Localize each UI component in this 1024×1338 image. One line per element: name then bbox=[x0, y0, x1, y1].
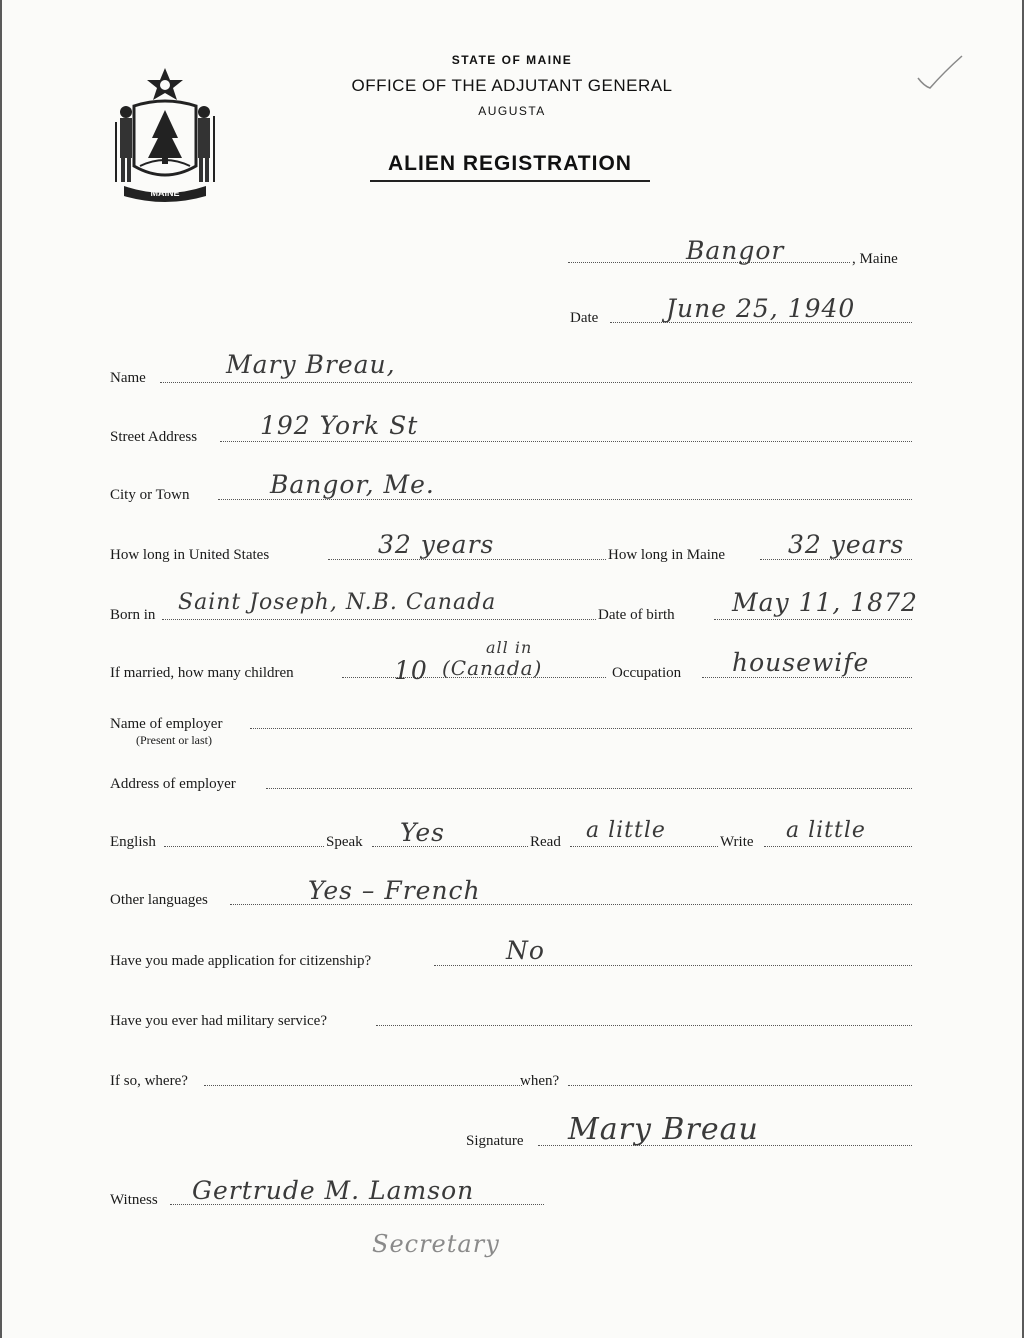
signature-label: Signature bbox=[466, 1133, 524, 1149]
english-line bbox=[164, 846, 324, 847]
how-long-us-label: How long in United States bbox=[110, 547, 270, 563]
occupation-value: housewife bbox=[732, 648, 870, 677]
when-line bbox=[568, 1085, 912, 1086]
citizenship-value: No bbox=[506, 936, 545, 965]
date-of-birth-value: May 11, 1872 bbox=[732, 588, 918, 617]
name-value: Mary Breau, bbox=[226, 350, 396, 379]
speak-line bbox=[372, 846, 528, 847]
how-long-maine-label: How long in Maine bbox=[608, 547, 726, 563]
employer-address-label: Address of employer bbox=[110, 776, 236, 792]
other-languages-value: Yes – French bbox=[308, 876, 481, 905]
date-label: Date bbox=[570, 310, 599, 326]
children-note-all-in: all in bbox=[486, 638, 533, 657]
street-address-value: 192 York St bbox=[260, 411, 419, 440]
date-of-birth-line bbox=[714, 619, 912, 620]
children-note-canada: (Canada) bbox=[442, 656, 543, 680]
children-value: 10 bbox=[394, 656, 428, 685]
other-languages-label: Other languages bbox=[110, 892, 208, 908]
signature-value: Mary Breau bbox=[568, 1112, 759, 1147]
witness-title-value: Secretary bbox=[372, 1230, 500, 1258]
citizenship-label: Have you made application for citizenship? bbox=[110, 953, 372, 969]
if-so-where-label: If so, where? bbox=[110, 1073, 188, 1089]
witness-label: Witness bbox=[110, 1192, 158, 1208]
read-value: a little bbox=[586, 818, 666, 843]
state-heading: STATE OF MAINE bbox=[451, 53, 573, 67]
military-service-label: Have you ever had military service? bbox=[110, 1013, 327, 1029]
date-of-birth-label: Date of birth bbox=[598, 607, 675, 623]
alien-registration-form bbox=[2, 0, 1022, 1338]
how-long-maine-value: 32 years bbox=[788, 530, 905, 559]
occupation-line bbox=[702, 677, 912, 678]
place-suffix-label: , Maine bbox=[852, 251, 898, 267]
speak-label: Speak bbox=[326, 834, 363, 850]
seal-banner-text: MAINE bbox=[150, 188, 180, 198]
occupation-label: Occupation bbox=[612, 665, 682, 681]
employer-sublabel: (Present or last) bbox=[136, 733, 212, 747]
english-label: English bbox=[110, 834, 156, 850]
when-label: when? bbox=[520, 1073, 560, 1089]
read-line bbox=[570, 846, 718, 847]
read-label: Read bbox=[530, 834, 561, 850]
how-long-us-line bbox=[328, 559, 606, 560]
place-value: Bangor bbox=[686, 236, 785, 265]
employer-label: Name of employer bbox=[110, 716, 223, 732]
employer-address-line bbox=[266, 788, 912, 789]
speak-value: Yes bbox=[400, 818, 445, 847]
how-long-us-value: 32 years bbox=[378, 530, 495, 559]
street-address-line bbox=[220, 441, 912, 442]
write-label: Write bbox=[720, 834, 754, 850]
born-in-label: Born in bbox=[110, 607, 156, 623]
how-long-maine-line bbox=[760, 559, 912, 560]
city-heading: AUGUSTA bbox=[478, 104, 546, 118]
name-label: Name bbox=[110, 370, 146, 386]
born-in-value: Saint Joseph, N.B. Canada bbox=[178, 590, 497, 615]
date-value: June 25, 1940 bbox=[666, 294, 856, 323]
write-line bbox=[764, 846, 912, 847]
name-line bbox=[160, 382, 912, 383]
witness-value: Gertrude M. Lamson bbox=[192, 1176, 475, 1205]
office-heading: OFFICE OF THE ADJUTANT GENERAL bbox=[351, 76, 673, 95]
children-label: If married, how many children bbox=[110, 665, 294, 681]
city-value: Bangor, Me. bbox=[270, 470, 435, 499]
military-service-line bbox=[376, 1025, 912, 1026]
city-line bbox=[218, 499, 912, 500]
born-in-line bbox=[162, 619, 596, 620]
street-address-label: Street Address bbox=[110, 429, 198, 445]
citizenship-line bbox=[434, 965, 912, 966]
write-value: a little bbox=[786, 818, 866, 843]
if-so-where-line bbox=[204, 1085, 522, 1086]
employer-line bbox=[250, 728, 912, 729]
form-title: ALIEN REGISTRATION bbox=[370, 152, 650, 182]
city-label: City or Town bbox=[110, 487, 190, 503]
